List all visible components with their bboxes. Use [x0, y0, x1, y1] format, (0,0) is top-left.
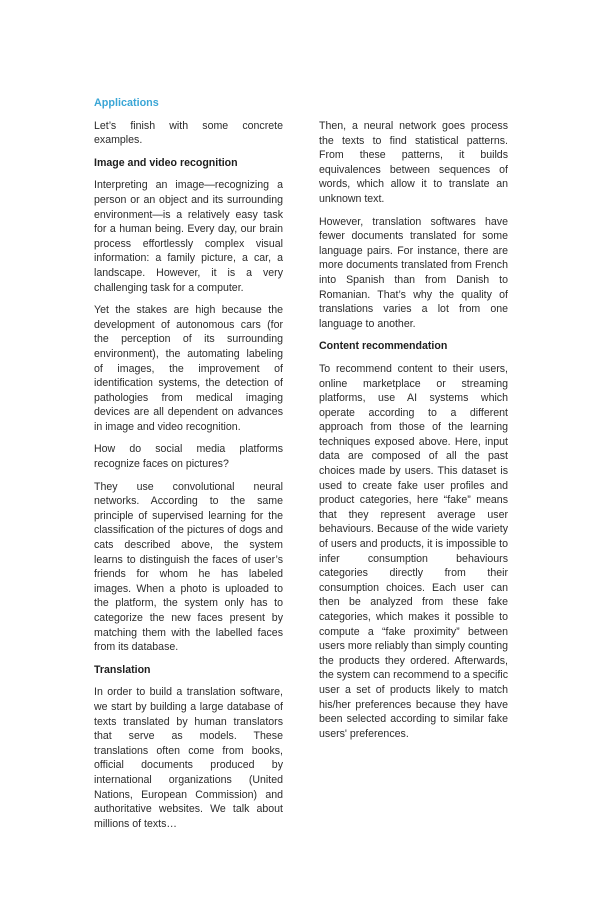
paragraph: How do social media platforms recognize faces on pictures?	[94, 443, 283, 471]
heading-image-recognition: Image and video recognition	[94, 156, 238, 169]
paragraph: Then, a neural network goes process the texts to find statistical patterns. From these patterns, it builds equivalences between sequences of words, which allow it to translate an unknown text.	[319, 120, 508, 205]
paragraph: To recommend content to their users, online marketplace or streaming platforms, use AI systems which operate according to a different approach from those of the learning techniques exposed above. Here, input data are composed of all the past choices made by users. This dataset is used to create fake user profiles and product categories, here “fake” means that they represent average user behaviours. Because of the wide variety of users and products, it is impossible to infer consumption behaviours categories directly from their consumption choices. Each user can then be analyzed from these fake categories, which makes it possible to compute a “fake proximity” between users more reliably than simply counting the products they ordered. Afterwards, the system can recommend to a specific user a set of products likely to match his/her preferences because they have been selected according to similar fake users' preferences.	[319, 362, 509, 740]
heading-translation: Translation	[94, 663, 151, 676]
paragraph: Yet the stakes are high because the development of autonomous cars (for the perception of its surrounding environment), the automating labeling of images, the improvement of identification systems, the detection of pathologies from medical imaging devices are all dependent on advances in image and video recognition.	[94, 304, 283, 433]
paragraph: They use convolutional neural networks. According to the same principle of supervised learning for the classification of the pictures of dogs and cats described above, the system learns to distinguish the faces of user’s friends for whom he has labeled images. When a photo is uploaded to the platform, the system only has to categorize the new faces present by matching them with the labelled faces from its database.	[94, 480, 283, 654]
right-column	[319, 119, 508, 749]
paragraph: Interpreting an image—recognizing a person or an object and its surrounding environment—is a relatively easy task for a human being. Every day, our brain process effortlessly complex visual information: a family picture, a car, a landscape. However, it is a very challenging task for a computer.	[94, 179, 283, 294]
left-column	[94, 96, 283, 839]
paragraph: In order to build a translation software, we start by building a large database of texts translated by human translators that serve as models. These translations often come from books, official documents produced by international organizations (United Nations, European Commission) and authoritative websites. We talk about millions of texts…	[94, 686, 283, 830]
section-title: Applications	[94, 97, 159, 109]
heading-content-recommendation: Content recommendation	[319, 340, 448, 353]
intro-paragraph: Let’s finish with some concrete examples.	[94, 119, 283, 147]
paragraph: However, translation softwares have fewer documents translated for some language pairs. For instance, there are more documents translated from French into Spanish than from Danish to Romanian. That’s why the quality of translations varies a lot from one language to another.	[319, 215, 508, 330]
